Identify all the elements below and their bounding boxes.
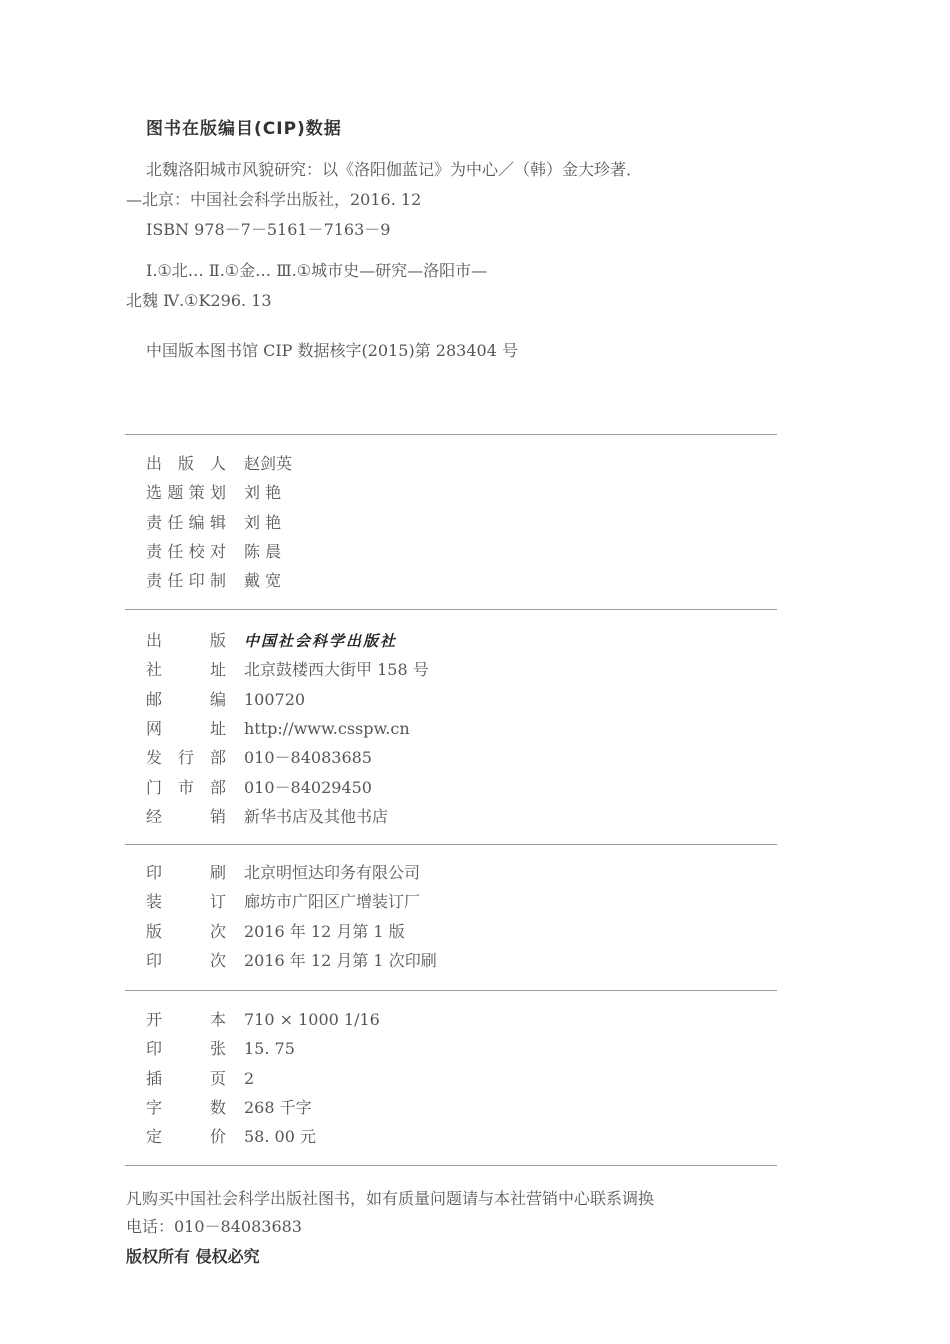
label-char: 划 xyxy=(209,483,226,503)
label-char: 行 xyxy=(177,748,194,768)
printing-label xyxy=(146,950,226,972)
spec-label xyxy=(146,1038,226,1060)
printing-value: 2016 年 12 月第 1 版 xyxy=(244,921,405,941)
label-char: 部 xyxy=(209,777,226,797)
publisher-label xyxy=(146,777,226,799)
spec-value: 268 千字 xyxy=(244,1097,312,1117)
label-char: 张 xyxy=(209,1039,226,1059)
label-char: 价 xyxy=(209,1127,226,1147)
cip-isbn-line: ISBN 978－7－5161－7163－9 xyxy=(146,220,391,239)
label-char: 辑 xyxy=(209,512,226,532)
divider xyxy=(125,1165,777,1166)
label-char: 任 xyxy=(167,541,184,561)
printing-value: 廊坊市广阳区广增装订厂 xyxy=(244,892,421,912)
label-char: 任 xyxy=(167,512,184,532)
label-char: 插 xyxy=(146,1068,163,1088)
spec-label xyxy=(146,1126,226,1148)
label-char: 发 xyxy=(146,748,163,768)
printing-value: 北京明恒达印务有限公司 xyxy=(244,863,421,882)
cip-publisher-line: —北京：中国社会科学出版社，2016. 12 xyxy=(126,190,422,209)
label-char: 页 xyxy=(209,1068,226,1088)
label-char: 印 xyxy=(146,950,163,970)
staff-label xyxy=(146,482,226,504)
label-char: 对 xyxy=(209,541,226,561)
label-char: 刷 xyxy=(209,863,226,882)
divider xyxy=(125,434,777,435)
copyright-notice: 版权所有 侵权必究 xyxy=(126,1247,260,1266)
label-char: 版 xyxy=(209,631,226,650)
label-char: 责 xyxy=(146,541,163,561)
label-char: 选 xyxy=(146,483,163,503)
staff-label xyxy=(146,570,226,592)
label-char: 市 xyxy=(177,777,194,797)
label-char: 订 xyxy=(209,892,226,912)
publisher-value: http://www.csspw.cn xyxy=(244,718,410,738)
label-char: 网 xyxy=(146,718,163,738)
spec-value: 15. 75 xyxy=(244,1039,295,1059)
label-char: 任 xyxy=(167,571,184,591)
label-char: 门 xyxy=(146,777,163,797)
label-char: 部 xyxy=(209,748,226,768)
label-char: 校 xyxy=(188,541,205,561)
label-char: 印 xyxy=(188,571,205,591)
label-char: 人 xyxy=(209,454,226,473)
label-char: 本 xyxy=(209,1010,226,1029)
cip-classification-line-2: 北魏 Ⅳ.①K296. 13 xyxy=(126,291,272,310)
label-char: 版 xyxy=(146,921,163,941)
printing-value: 2016 年 12 月第 1 次印刷 xyxy=(244,950,437,970)
publisher-label xyxy=(146,659,226,681)
label-char: 印 xyxy=(146,863,163,882)
divider xyxy=(125,990,777,991)
label-char: 次 xyxy=(209,921,226,941)
publisher-label xyxy=(146,718,226,740)
spec-label xyxy=(146,1009,226,1031)
label-char: 出 xyxy=(146,631,163,650)
publisher-label xyxy=(146,630,226,652)
service-phone: 电话：010－84083683 xyxy=(126,1217,302,1236)
label-char: 邮 xyxy=(146,689,163,709)
label-char: 编 xyxy=(209,689,226,709)
publisher-value: 北京鼓楼西大街甲 158 号 xyxy=(244,660,429,680)
spec-value: 710 × 1000 1/16 xyxy=(244,1010,380,1029)
label-char: 责 xyxy=(146,571,163,591)
publisher-value: 中国社会科学出版社 xyxy=(244,632,398,650)
spec-label xyxy=(146,1068,226,1090)
publisher-value: 010－84029450 xyxy=(244,777,372,797)
label-char: 经 xyxy=(146,806,163,826)
divider xyxy=(125,609,777,610)
label-char: 字 xyxy=(146,1097,163,1117)
publisher-label xyxy=(146,689,226,711)
label-char: 出 xyxy=(146,454,163,473)
label-char: 址 xyxy=(209,660,226,680)
cip-title-line: 北魏洛阳城市风貌研究：以《洛阳伽蓝记》为中心／（韩）金大珍著． xyxy=(146,160,643,179)
label-char: 题 xyxy=(167,483,184,503)
staff-value: 赵剑英 xyxy=(244,454,293,473)
label-char: 策 xyxy=(188,483,205,503)
label-char: 印 xyxy=(146,1039,163,1059)
publisher-label xyxy=(146,747,226,769)
printing-label xyxy=(146,862,226,884)
staff-label xyxy=(146,541,226,563)
cip-title: 图书在版编目(CIP)数据 xyxy=(146,119,342,139)
spec-value: 58. 00 元 xyxy=(244,1127,316,1147)
label-char: 开 xyxy=(146,1010,163,1029)
label-char: 址 xyxy=(209,718,226,738)
staff-value: 戴 宽 xyxy=(244,571,282,591)
spec-label xyxy=(146,1097,226,1119)
label-char: 次 xyxy=(209,950,226,970)
label-char: 销 xyxy=(209,806,226,826)
divider xyxy=(125,844,777,845)
label-char: 定 xyxy=(146,1127,163,1147)
staff-label xyxy=(146,512,226,534)
publisher-label xyxy=(146,806,226,828)
publisher-value: 100720 xyxy=(244,689,306,709)
label-char: 责 xyxy=(146,512,163,532)
printing-label xyxy=(146,891,226,913)
printing-label xyxy=(146,921,226,943)
staff-label xyxy=(146,453,226,475)
staff-value: 刘 艳 xyxy=(244,483,282,503)
staff-value: 刘 艳 xyxy=(244,512,282,532)
cip-classification-line: Ⅰ.①北… Ⅱ.①金… Ⅲ.①城市史—研究—洛阳市— xyxy=(146,261,488,280)
label-char: 编 xyxy=(188,512,205,532)
label-char: 版 xyxy=(177,454,194,473)
publisher-value: 010－84083685 xyxy=(244,748,372,768)
publisher-value: 新华书店及其他书店 xyxy=(244,806,389,826)
staff-value: 陈 晨 xyxy=(244,541,282,561)
label-char: 社 xyxy=(146,660,163,680)
spec-value: 2 xyxy=(244,1068,255,1088)
label-char: 装 xyxy=(146,892,163,912)
label-char: 数 xyxy=(209,1097,226,1117)
label-char: 制 xyxy=(209,571,226,591)
cip-record-line: 中国版本图书馆 CIP 数据核字(2015)第 283404 号 xyxy=(146,341,518,360)
quality-notice: 凡购买中国社会科学出版社图书，如有质量问题请与本社营销中心联系调换 xyxy=(126,1189,655,1208)
